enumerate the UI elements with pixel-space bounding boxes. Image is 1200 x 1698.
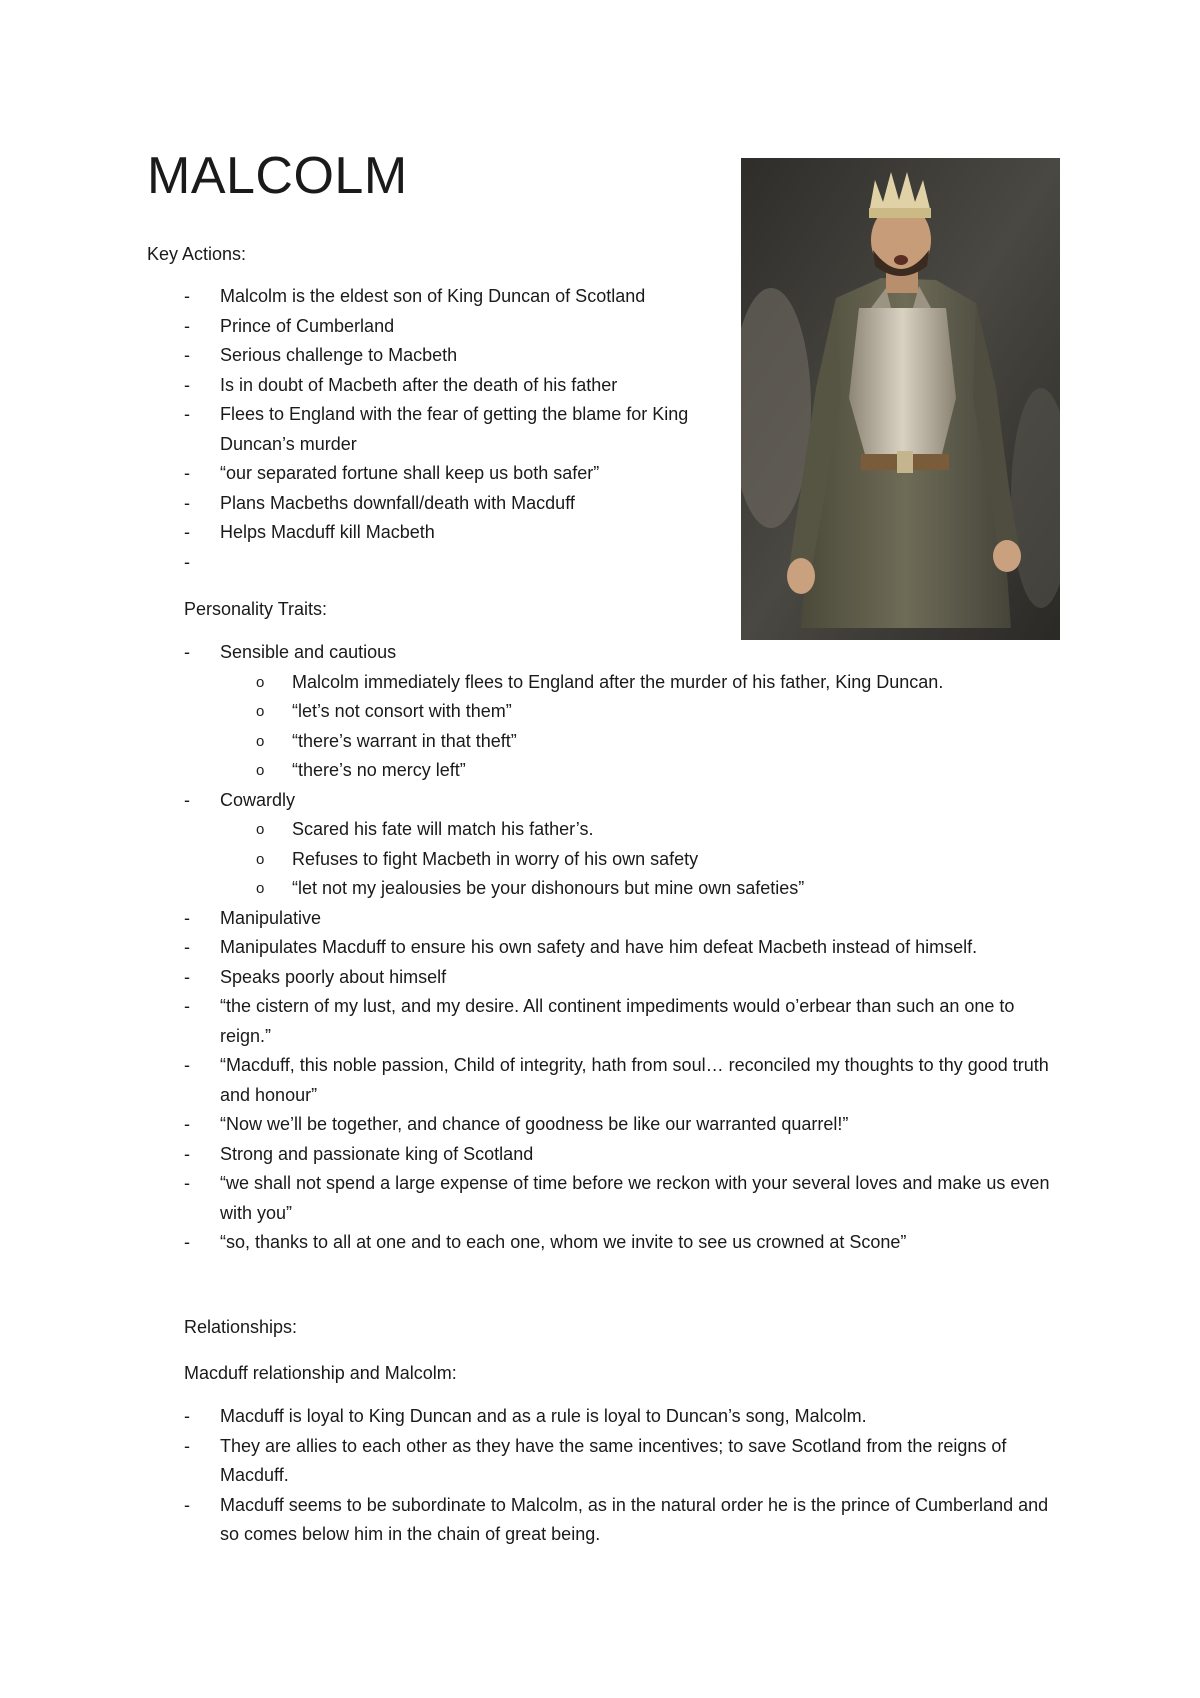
dash-marker: - [184, 966, 190, 987]
list-item-text: Manipulates Macduff to ensure his own safety and have him defeat Macbeth instead of himself. [220, 937, 978, 957]
list-item-text: “the cistern of my lust, and my desire. All continent impediments would o’erbear than such an one to reign.” [220, 996, 1015, 1046]
sub-list-item [184, 815, 1064, 845]
relationships-subheading: Macduff relationship and Malcolm: [184, 1363, 457, 1383]
sub-list-item [184, 756, 1064, 786]
sub-marker: o [256, 880, 265, 897]
list-item [184, 933, 1064, 963]
list-item [184, 1432, 1064, 1491]
list-item [184, 282, 724, 312]
list-item-text: “Macduff, this noble passion, Child of integrity, hath from soul… reconciled my thoughts to thy good truth and honour” [220, 1055, 1049, 1105]
dash-marker: - [184, 404, 190, 424]
list-item-text: Is in doubt of Macbeth after the death of his father [220, 374, 618, 395]
relationships-label: Relationships: [184, 1317, 298, 1337]
dash-marker: - [184, 1494, 190, 1515]
dash-marker: - [184, 1232, 190, 1252]
list-item-text: Sensible and cautious [220, 642, 397, 662]
list-item [184, 341, 724, 371]
sub-marker: o [256, 762, 265, 779]
sub-marker: o [256, 673, 265, 691]
list-item-text: Speaks poorly about himself [220, 966, 447, 987]
list-item [184, 312, 724, 342]
dash-marker: - [184, 1055, 190, 1075]
list-item [184, 638, 1064, 668]
dash-marker: - [184, 1114, 190, 1134]
list-item-text: Manipulative [220, 907, 322, 928]
list-item-text: Serious challenge to Macbeth [220, 345, 458, 365]
list-item-text: They are allies to each other as they have the same incentives; to save Scotland from the reigns of Macduff. [220, 1435, 1007, 1485]
list-item-text: Plans Macbeths downfall/death with Macduff [220, 492, 575, 513]
list-item-text: Macduff is loyal to King Duncan and as a rule is loyal to Duncan’s song, Malcolm. [220, 1406, 867, 1426]
list-item [184, 1228, 1064, 1258]
sub-marker: o [256, 703, 265, 720]
list-item-text: Malcolm immediately flees to England after the murder of his father, King Duncan. [292, 671, 944, 692]
dash-marker: - [184, 492, 190, 513]
dash-marker: - [184, 345, 190, 365]
list-item-text: Helps Macduff kill Macbeth [220, 522, 435, 542]
list-item [184, 1169, 1064, 1228]
key-actions-list [184, 282, 724, 577]
list-item-text: “we shall not spend a large expense of time before we reckon with your several loves and make us even with you” [220, 1173, 1050, 1223]
dash-marker: - [184, 463, 190, 483]
list-item [184, 1110, 1064, 1140]
list-item-text: Malcolm is the eldest son of King Duncan of Scotland [220, 286, 646, 306]
personality-traits-label: Personality Traits: [184, 599, 328, 619]
dash-marker: - [184, 1173, 190, 1193]
personality-traits-list [184, 638, 1064, 1258]
list-item [184, 548, 724, 578]
list-item-text: Scared his fate will match his father’s. [292, 819, 594, 839]
dash-marker: - [184, 522, 190, 542]
list-item [184, 992, 1064, 1051]
malcolm-photo-illustration [741, 158, 1060, 640]
list-item-text: Macduff seems to be subordinate to Malcolm, as in the natural order he is the prince of Cumberland and so comes below him in the chain of great being. [220, 1494, 1049, 1544]
dash-marker: - [184, 286, 190, 306]
dash-marker: - [184, 937, 190, 957]
dash-marker: - [184, 907, 190, 928]
sub-list-item [184, 727, 1064, 757]
list-item [184, 489, 724, 519]
sub-marker: o [256, 732, 265, 750]
dash-marker: - [184, 551, 190, 572]
list-item [184, 1402, 1064, 1432]
dash-marker: - [184, 996, 190, 1016]
sub-list-item [184, 874, 1064, 904]
relationships-list [184, 1402, 1064, 1550]
list-item-text: “let not my jealousies be your dishonours but mine own safeties” [292, 878, 805, 898]
dash-marker: - [184, 1143, 190, 1164]
sub-marker: o [256, 821, 265, 838]
list-item [184, 963, 1064, 993]
list-item [184, 371, 724, 401]
list-item-text: Prince of Cumberland [220, 315, 395, 336]
list-item-text: Cowardly [220, 789, 296, 810]
list-item-text: “there’s no mercy left” [292, 760, 466, 780]
dash-marker: - [184, 642, 190, 662]
list-item-text: Strong and passionate king of Scotland [220, 1143, 534, 1164]
list-item-text: “Now we’ll be together, and chance of goodness be like our warranted quarrel!” [220, 1114, 849, 1134]
sub-list-item [184, 697, 1064, 727]
malcolm-photo [741, 158, 1060, 640]
list-item [184, 904, 1064, 934]
dash-marker: - [184, 1435, 190, 1456]
list-item-text: “so, thanks to all at one and to each one, whom we invite to see us crowned at Scone” [220, 1232, 907, 1252]
list-item-text: “there’s warrant in that theft” [292, 730, 517, 751]
list-item-text: “let’s not consort with them” [292, 701, 512, 721]
list-item [184, 518, 724, 548]
list-item-text: Refuses to fight Macbeth in worry of his own safety [292, 848, 699, 869]
list-item [184, 1140, 1064, 1170]
list-item [184, 459, 724, 489]
dash-marker: - [184, 374, 190, 395]
sub-list-item [184, 845, 1064, 875]
list-item [184, 786, 1064, 816]
list-item-text: “our separated fortune shall keep us both safer” [220, 463, 600, 483]
sub-list-item [184, 668, 1064, 698]
list-item [184, 1051, 1064, 1110]
dash-marker: - [184, 1406, 190, 1426]
key-actions-label: Key Actions: [147, 244, 247, 264]
page-title: MALCOLM [147, 147, 408, 205]
list-item-text: Flees to England with the fear of getting the blame for King Duncan’s murder [220, 404, 689, 454]
list-item [184, 1491, 1064, 1550]
dash-marker: - [184, 315, 190, 336]
sub-marker: o [256, 850, 265, 868]
list-item [184, 400, 724, 459]
dash-marker: - [184, 789, 190, 810]
